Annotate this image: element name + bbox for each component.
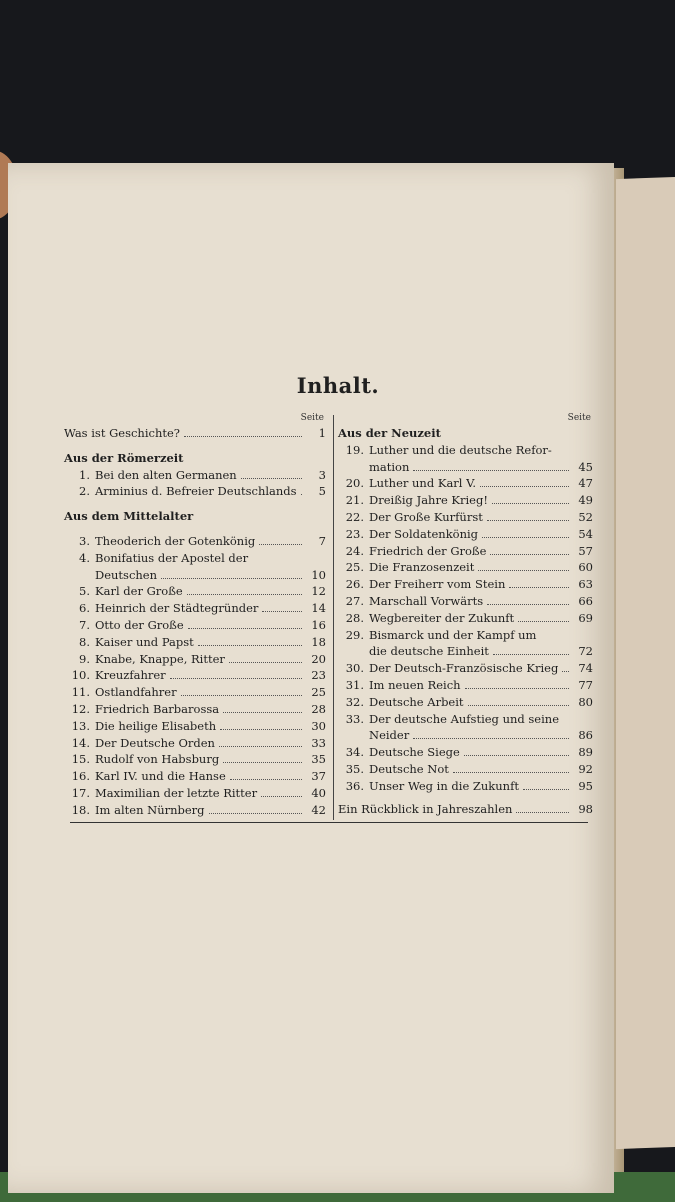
dot-leader <box>487 519 569 521</box>
dot-leader <box>170 677 302 679</box>
entry-label: Arminius d. Befreier Deutschlands <box>95 484 297 499</box>
entry-page: 98 <box>578 801 593 816</box>
dot-leader <box>464 754 569 756</box>
entry-label: Maximilian der letzte Ritter <box>95 785 258 800</box>
entry-number: 34. <box>345 745 364 760</box>
entry-page: 3 <box>318 467 326 482</box>
entry-page: 95 <box>578 778 593 793</box>
entry-line <box>369 627 593 644</box>
entry-number: 36. <box>345 778 364 793</box>
entry-number: 30. <box>345 661 364 676</box>
toc-entry <box>64 735 326 752</box>
toc-entry <box>64 634 326 651</box>
dot-leader <box>492 502 569 504</box>
dot-leader <box>490 553 569 555</box>
dot-leader <box>161 577 302 579</box>
entry-page: 52 <box>578 509 593 524</box>
column-divider <box>333 415 334 820</box>
toc-list <box>338 744 593 794</box>
entry-number: 26. <box>345 577 364 592</box>
entry-page: 18 <box>311 634 326 649</box>
toc-entry <box>64 768 326 785</box>
toc-entry <box>338 559 593 576</box>
dot-leader <box>493 653 569 655</box>
entry-number: 2. <box>79 484 90 499</box>
entry-page: 77 <box>578 677 593 692</box>
entry-page: 28 <box>311 701 326 716</box>
entry-page: 45 <box>578 459 593 474</box>
dot-leader <box>261 795 302 797</box>
entry-body <box>369 442 593 476</box>
entry-number: 17. <box>71 785 90 800</box>
entry-page: 30 <box>311 718 326 733</box>
toc-list <box>338 660 593 710</box>
entry-body <box>369 711 593 745</box>
entry-label: Karl der Große <box>95 584 183 599</box>
dot-leader <box>230 778 302 780</box>
toc-entry <box>64 667 326 684</box>
toc-entry <box>64 483 326 500</box>
entry-number: 28. <box>345 610 364 625</box>
dot-leader <box>219 745 302 747</box>
entry-label: Theoderich der Gotenkönig <box>95 533 256 548</box>
toc-left-column <box>64 413 326 819</box>
section-heading: Aus dem Mittelalter <box>64 509 194 524</box>
toc-entry <box>338 475 593 492</box>
entry-label: Der Deutsch-Französische Krieg <box>369 661 559 676</box>
dot-leader <box>259 543 302 545</box>
entry-number: 35. <box>345 761 364 776</box>
entry-number: 4. <box>79 550 90 565</box>
entry-number: 15. <box>71 752 90 767</box>
entry-body <box>95 550 326 584</box>
entry-page: 1 <box>318 426 326 440</box>
entry-label: Was ist Geschichte? <box>64 426 180 440</box>
entry-number: 13. <box>71 718 90 733</box>
dot-leader <box>220 728 302 730</box>
entry-page: 40 <box>311 785 326 800</box>
toc-entry <box>64 684 326 701</box>
entry-number: 1. <box>79 467 90 482</box>
dot-leader <box>188 627 302 629</box>
entry-label: Ostlandfahrer <box>95 685 177 700</box>
spacer <box>64 500 326 508</box>
toc-entry <box>338 543 593 560</box>
dot-leader <box>198 644 302 646</box>
entry-label: Heinrich der Städtegründer <box>95 601 259 616</box>
toc-entry <box>64 533 326 550</box>
entry-page: 63 <box>578 577 593 592</box>
entry-label: Otto der Große <box>95 617 184 632</box>
toc-entry <box>64 701 326 718</box>
spacer <box>64 525 326 533</box>
entry-page: 89 <box>578 745 593 760</box>
entry-label: Der Soldatenkönig <box>369 526 479 541</box>
entry-number: 33. <box>345 711 364 726</box>
toc-entry-wrapped <box>338 442 593 476</box>
dot-leader <box>209 812 302 814</box>
entry-page: 69 <box>578 610 593 625</box>
dot-leader <box>465 687 569 689</box>
toc-entry <box>338 744 593 761</box>
dot-leader <box>223 711 302 713</box>
entry-page: 66 <box>578 593 593 608</box>
entry-page: 92 <box>578 761 593 776</box>
dot-leader <box>468 704 569 706</box>
entry-line <box>369 459 593 476</box>
toc-entry <box>64 467 326 484</box>
seite-label: Seite <box>300 413 324 423</box>
dot-leader <box>487 603 569 605</box>
entry-number: 25. <box>345 560 364 575</box>
entry-page: 72 <box>578 644 593 659</box>
entry-label: Karl IV. und die Hanse <box>95 769 226 784</box>
toc-entry-outro <box>338 801 593 818</box>
entry-label: Die Franzosenzeit <box>369 560 475 575</box>
bottom-rule <box>70 822 588 823</box>
toc-entry <box>64 651 326 668</box>
entry-line <box>95 567 326 584</box>
entry-line <box>369 643 593 660</box>
entry-page: 5 <box>318 484 326 499</box>
entry-page: 42 <box>311 802 326 817</box>
dot-leader <box>301 493 302 495</box>
dot-leader <box>241 477 302 479</box>
entry-page: 60 <box>578 560 593 575</box>
entry-line <box>369 727 593 744</box>
entry-number: 12. <box>71 701 90 716</box>
dot-leader <box>184 435 302 437</box>
entry-label: Luther und Karl V. <box>369 476 477 491</box>
entry-label-cont: Neider <box>369 728 410 743</box>
toc-entry-wrapped <box>338 711 593 745</box>
toc-entry <box>64 718 326 735</box>
entry-number: 32. <box>345 694 364 709</box>
entry-label-cont: die deutsche Einheit <box>369 644 489 659</box>
toc-right-column <box>338 413 593 817</box>
entry-label: Friedrich Barbarossa <box>95 701 220 716</box>
toc-entry <box>64 583 326 600</box>
dot-leader <box>518 620 569 622</box>
entry-number: 21. <box>345 493 364 508</box>
entry-number: 23. <box>345 526 364 541</box>
dot-leader <box>181 694 302 696</box>
entry-page: 10 <box>311 567 326 582</box>
entry-page: 80 <box>578 694 593 709</box>
toc-entry <box>64 802 326 819</box>
page-title: Inhalt. <box>296 373 380 398</box>
entry-label: Der Freiherr vom Stein <box>369 577 506 592</box>
spacer <box>64 442 326 450</box>
toc-entry <box>338 694 593 711</box>
entry-label: Der deutsche Aufstieg und seine <box>369 711 560 726</box>
entry-page: 35 <box>311 752 326 767</box>
toc-entry <box>64 751 326 768</box>
dot-leader <box>482 536 569 538</box>
dot-leader <box>413 737 569 739</box>
entry-label: Im alten Nürnberg <box>95 802 205 817</box>
entry-label-cont: Deutschen <box>95 567 158 582</box>
entry-label: Wegbereiter der Zukunft <box>369 610 515 625</box>
entry-label: Deutsche Not <box>369 761 449 776</box>
entry-number: 24. <box>345 543 364 558</box>
entry-label: Bismarck und der Kampf um <box>369 627 537 642</box>
entry-page: 7 <box>318 533 326 548</box>
entry-label: Im neuen Reich <box>369 677 461 692</box>
entry-number: 14. <box>71 735 90 750</box>
entry-body <box>369 627 593 661</box>
dot-leader <box>523 788 569 790</box>
entry-number: 20. <box>345 476 364 491</box>
section-heading: Aus der Römerzeit <box>64 450 184 465</box>
entry-number: 6. <box>79 601 90 616</box>
entry-page: 47 <box>578 476 593 491</box>
entry-number: 11. <box>71 685 90 700</box>
entry-page: 54 <box>578 526 593 541</box>
entry-page: 23 <box>311 668 326 683</box>
dot-leader <box>187 593 302 595</box>
entry-label: Kreuzfahrer <box>95 668 166 683</box>
entry-number: 3. <box>79 533 90 548</box>
entry-page: 25 <box>311 685 326 700</box>
entry-line <box>95 550 326 567</box>
entry-label: Ein Rückblick in Jahreszahlen <box>338 801 513 816</box>
entry-label: Marschall Vorwärts <box>369 593 484 608</box>
entry-number: 19. <box>345 442 364 457</box>
entry-label: Dreißig Jahre Krieg! <box>369 493 488 508</box>
toc-entry <box>64 617 326 634</box>
dot-leader <box>413 469 569 471</box>
toc-entry <box>338 677 593 694</box>
entry-line <box>369 442 593 459</box>
toc-entry <box>338 660 593 677</box>
entry-line <box>369 711 593 728</box>
entry-number: 22. <box>345 509 364 524</box>
toc-list <box>64 583 326 818</box>
toc-entry <box>338 526 593 543</box>
toc-entry-intro <box>64 425 326 442</box>
entry-number: 8. <box>79 634 90 649</box>
toc-entry <box>64 785 326 802</box>
dot-leader <box>509 586 569 588</box>
dot-leader <box>478 569 569 571</box>
toc-entry <box>338 576 593 593</box>
dot-leader <box>480 485 569 487</box>
toc-entry <box>64 600 326 617</box>
toc-entry <box>338 761 593 778</box>
dot-leader <box>262 610 302 612</box>
entry-page: 20 <box>311 651 326 666</box>
toc-list <box>338 475 593 626</box>
entry-label: Kaiser und Papst <box>95 634 194 649</box>
entry-label: Knabe, Knappe, Ritter <box>95 651 225 666</box>
entry-number: 18. <box>71 802 90 817</box>
entry-page: 57 <box>578 543 593 558</box>
entry-label: Der Deutsche Orden <box>95 735 215 750</box>
entry-number: 31. <box>345 677 364 692</box>
toc-entry-wrapped <box>338 627 593 661</box>
entry-number: 16. <box>71 769 90 784</box>
entry-label: Bei den alten Germanen <box>95 467 237 482</box>
entry-label: Luther und die deutsche Refor- <box>369 442 552 457</box>
toc-list <box>64 467 326 501</box>
toc-entry <box>338 593 593 610</box>
entry-number: 7. <box>79 617 90 632</box>
entry-label: Friedrich der Große <box>369 543 487 558</box>
entry-label: Deutsche Arbeit <box>369 694 464 709</box>
dot-leader <box>229 661 302 663</box>
right-page-edge <box>616 177 675 1149</box>
entry-number: 10. <box>71 668 90 683</box>
entry-page: 49 <box>578 493 593 508</box>
entry-number: 29. <box>345 627 364 642</box>
toc-entry <box>338 492 593 509</box>
entry-label: Rudolf von Habsburg <box>95 752 220 767</box>
dot-leader <box>453 771 569 773</box>
entry-number: 9. <box>79 651 90 666</box>
toc-entry <box>338 778 593 795</box>
entry-number: 27. <box>345 593 364 608</box>
book-page <box>8 163 614 1193</box>
dot-leader <box>223 761 302 763</box>
dot-leader <box>562 670 569 672</box>
entry-label-cont: mation <box>369 459 410 474</box>
entry-label: Deutsche Siege <box>369 745 460 760</box>
entry-label: Die heilige Elisabeth <box>95 718 217 733</box>
entry-number: 5. <box>79 584 90 599</box>
entry-label: Bonifatius der Apostel der <box>95 550 249 565</box>
entry-label: Unser Weg in die Zukunft <box>369 778 519 793</box>
toc-entry <box>338 509 593 526</box>
entry-page: 14 <box>311 601 326 616</box>
entry-page: 12 <box>311 584 326 599</box>
dot-leader <box>516 811 569 813</box>
section-heading: Aus der Neuzeit <box>338 426 441 440</box>
entry-label: Der Große Kurfürst <box>369 509 483 524</box>
toc-entry-wrapped <box>64 550 326 584</box>
entry-page: 16 <box>311 617 326 632</box>
entry-page: 86 <box>578 728 593 743</box>
seite-label: Seite <box>567 413 591 423</box>
entry-page: 33 <box>311 735 326 750</box>
entry-page: 37 <box>311 769 326 784</box>
entry-page: 74 <box>578 661 593 676</box>
toc-entry <box>338 610 593 627</box>
